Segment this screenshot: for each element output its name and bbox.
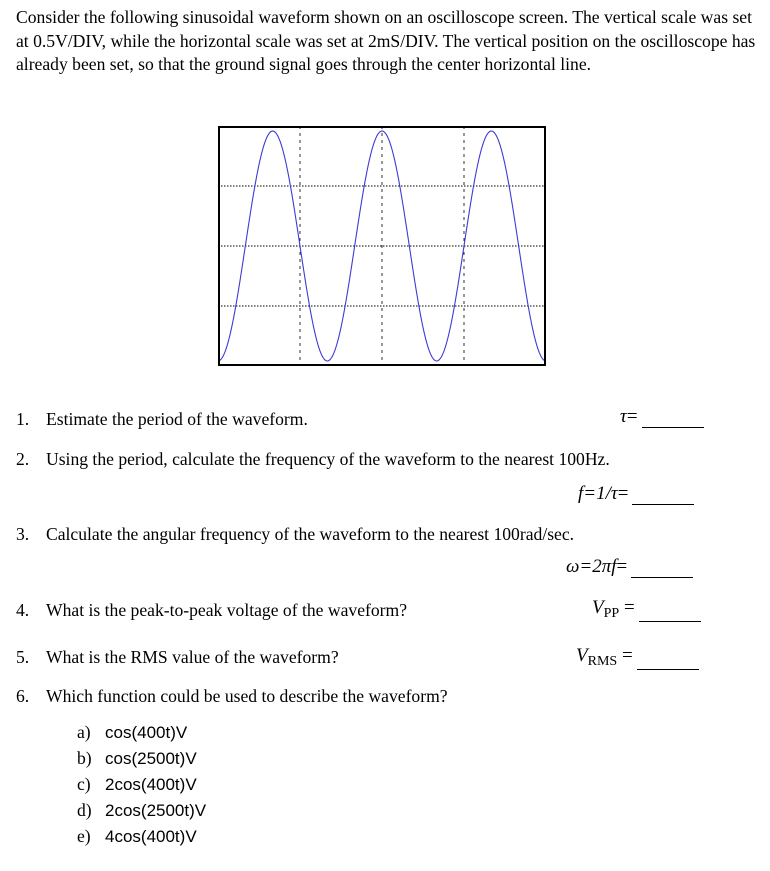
option-d[interactable]	[77, 800, 206, 821]
question-number: 3.	[16, 524, 30, 544]
question-number: 2.	[16, 449, 30, 469]
question-text: What is the peak-to-peak voltage of the waveform?	[46, 600, 408, 620]
option-a[interactable]	[77, 722, 187, 743]
option-letter: a)	[77, 722, 91, 742]
equals-sign: =	[626, 406, 638, 427]
question-text: What is the RMS value of the waveform?	[46, 647, 339, 667]
answer-vpp	[592, 597, 701, 622]
equals-sign: =	[623, 597, 635, 618]
option-expression: cos(2500t)V	[105, 749, 197, 768]
question-text: Using the period, calculate the frequency of the waveform to the nearest 100Hz.	[46, 449, 610, 469]
angular-formula: ω=2πf	[566, 556, 617, 577]
answer-frequency	[578, 483, 694, 505]
option-expression: 2cos(400t)V	[105, 775, 197, 794]
question-text: Estimate the period of the waveform.	[46, 409, 308, 429]
question-number: 6.	[16, 686, 30, 706]
option-expression: 4cos(400t)V	[105, 827, 197, 846]
angular-blank[interactable]	[631, 576, 693, 578]
scope-grid	[218, 126, 546, 366]
option-letter: c)	[77, 774, 91, 794]
question-2	[16, 449, 610, 470]
option-b[interactable]	[77, 748, 197, 769]
option-expression: cos(400t)V	[105, 723, 188, 742]
question-number: 1.	[16, 409, 30, 429]
frequency-formula: f=1/τ	[578, 483, 618, 504]
vpp-symbol: V	[592, 597, 604, 618]
question-number: 5.	[16, 647, 30, 667]
answer-period	[620, 406, 704, 428]
option-letter: b)	[77, 748, 92, 768]
vrms-subscript: RMS	[587, 654, 618, 669]
equals-sign: =	[617, 483, 629, 504]
question-5	[16, 647, 339, 668]
question-4	[16, 600, 407, 621]
vrms-blank[interactable]	[637, 668, 699, 670]
vrms-symbol: V	[576, 645, 588, 666]
question-number: 4.	[16, 600, 30, 620]
answer-angular-frequency	[566, 556, 693, 578]
frequency-blank[interactable]	[632, 503, 694, 505]
oscilloscope-screen	[218, 126, 546, 366]
option-c[interactable]	[77, 774, 197, 795]
question-text: Which function could be used to describe the waveform?	[46, 686, 448, 706]
equals-sign: =	[621, 645, 633, 666]
period-symbol: τ	[620, 406, 627, 427]
answer-vrms	[576, 645, 699, 670]
option-expression: 2cos(2500t)V	[105, 801, 207, 820]
question-1	[16, 409, 308, 430]
equals-sign: =	[616, 556, 628, 577]
question-text: Calculate the angular frequency of the waveform to the nearest 100rad/sec.	[46, 524, 575, 544]
problem-intro: Consider the following sinusoidal waveform shown on an oscilloscope screen. The vertical scale was set at 0.5V/DIV, while the horizontal scale was set at 2mS/DIV. The vertical position on the oscilloscope has already been set, so that the ground signal goes through the center horizontal line.	[16, 7, 756, 74]
option-letter: e)	[77, 826, 91, 846]
question-3	[16, 524, 574, 545]
question-6	[16, 686, 448, 707]
period-blank[interactable]	[642, 426, 704, 428]
vpp-blank[interactable]	[639, 620, 701, 622]
vpp-subscript: PP	[603, 606, 620, 621]
option-e[interactable]	[77, 826, 197, 847]
option-letter: d)	[77, 800, 92, 820]
